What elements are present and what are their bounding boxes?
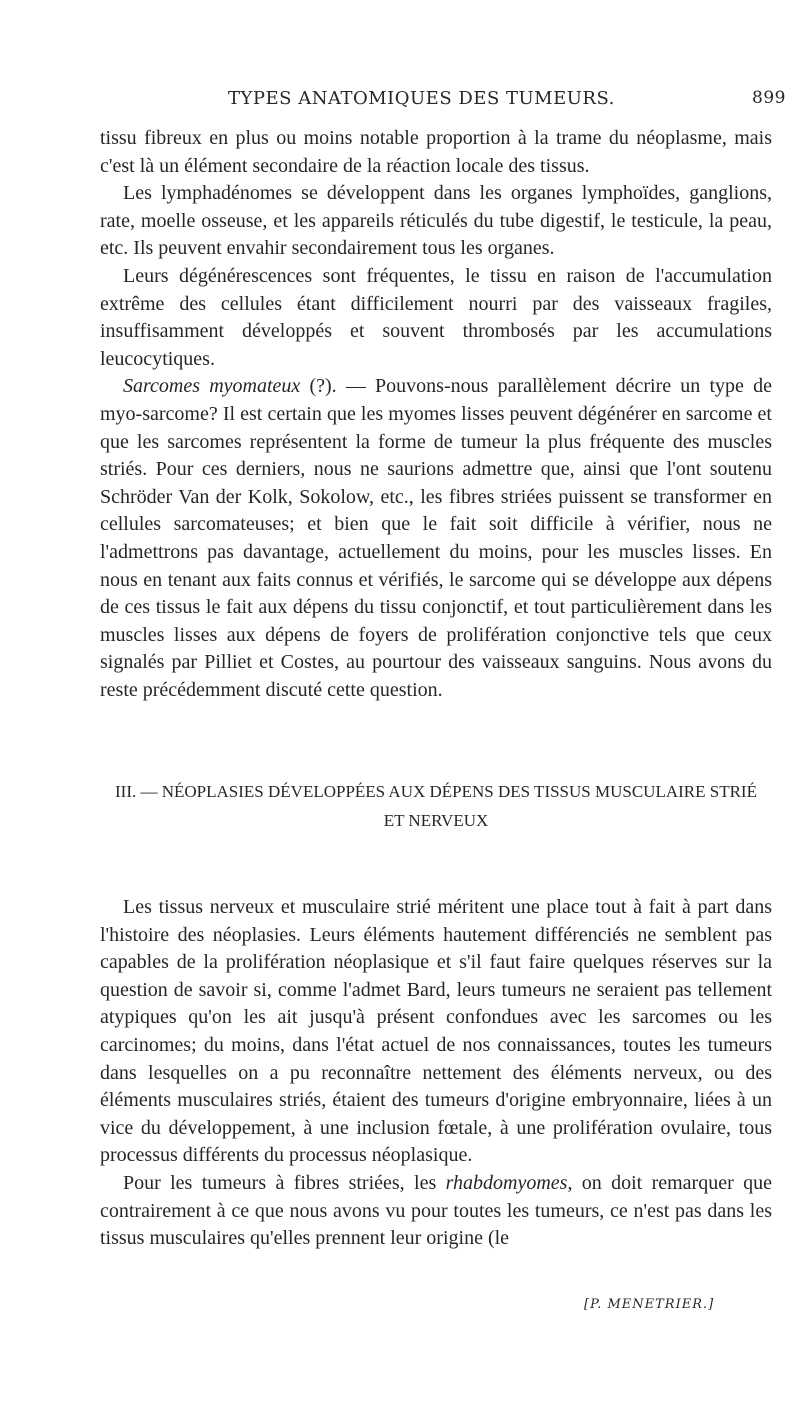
paragraph-continued: tissu fibreux en plus ou moins notable proportion à la trame du néoplasme, mais c'est là un élément secondaire de la réaction locale des tissus.	[100, 127, 772, 177]
paragraph-text: , on doit remarquer que contrairement à ce que nous avons vu pour toutes les tumeurs, ce n'est pas dans les tissus musculaires qu'elles prennent leur origine (le	[100, 1171, 772, 1250]
body-text-section-1	[100, 125, 772, 704]
paragraph-sarcomes-myomateux	[100, 373, 772, 704]
section-heading-line-1: III. — NÉOPLASIES DÉVELOPPÉES AUX DÉPENS DES TISSUS MUSCULAIRE STRIÉ	[115, 782, 757, 801]
paragraph-text: (?). — Pouvons-nous parallèlement décrire un type de myo-sarcome? Il est certain que les myomes lisses peuvent dégénérer en sarcome et que les sarcomes représentent la forme de tumeur la plus fréquente des muscles striés. Pour ces derniers, nous ne saurions admettre que, ainsi que l'ont soutenu Schröder Van der Kolk, Sokolow, etc., les fibres striées puissent se transformer en cellules sarcomateuses; et bien que le fait soit difficile à vérifier, nous ne l'admettrons pas davantage, actuellement du moins, pour les muscles lisses. En nous en tenant aux faits connus et vérifiés, le sarcome qui se développe aux dépens de ces tissus le fait aux dépens du tissu conjonctif, et tout particulièrement dans les muscles lisses aux dépens de foyers de prolifération conjonctive tels que ceux signalés par Pilliet et Costes, au pourtour des vaisseaux sanguins. Nous avons du reste précédemment discuté cette question.	[100, 375, 772, 701]
paragraph-degenerescences: Leurs dégénérescences sont fréquentes, le tissu en raison de l'accumulation extrême des cellules étant difficilement nourri par des vaisseaux fragiles, insuffisamment développés et souvent thrombosés par les accumulations leucocytiques.	[100, 264, 772, 370]
paragraph-tissus-nerveux: Les tissus nerveux et musculaire strié méritent une place tout à fait à part dans l'histoire des néoplasies. Leurs éléments hautement différenciés ne semblent pas capables de la prolifération néoplasique et s'il faut faire quelques réserves sur la question de savoir si, comme l'admet Bard, leurs tumeurs ne seraient pas tellement atypiques qu'on les ait jusqu'à présent confondues avec les sarcomes ou les carcinomes; du moins, dans l'état actuel de nos connaissances, toutes les tumeurs dans lesquelles on a pu reconnaître nettement des éléments nerveux, ou des éléments musculaires striés, étaient des tumeurs d'origine embryonnaire, liées à un vice du développement, à une inclusion fœtale, à une prolifération ovulaire, tous processus différents du processus néoplasique.	[100, 896, 772, 1167]
page-header	[0, 88, 800, 112]
running-title: TYPES ANATOMIQUES DES TUMEURS.	[228, 88, 615, 109]
author-signature: [P. MENETRIER.]	[584, 1297, 715, 1312]
paragraph-text: Pour les tumeurs à fibres striées, les	[123, 1171, 446, 1194]
paragraph-lymphadenomes: Les lymphadénomes se développent dans les organes lymphoïdes, ganglions, rate, moelle osseuse, et les appareils réticulés du tube digestif, le testicule, la peau, etc. Ils peuvent envahir secondairement tous les organes.	[100, 182, 772, 260]
paragraph-rhabdomyomes	[100, 1170, 772, 1253]
term-rhabdomyomes: rhabdomyomes	[445, 1171, 568, 1194]
page-number: 899	[752, 88, 786, 108]
subheading-sarcomes-myomateux: Sarcomes myomateux	[123, 375, 301, 398]
section-heading	[100, 777, 772, 835]
section-heading-line-2: ET NERVEUX	[383, 811, 489, 830]
body-text-section-2	[100, 894, 772, 1253]
